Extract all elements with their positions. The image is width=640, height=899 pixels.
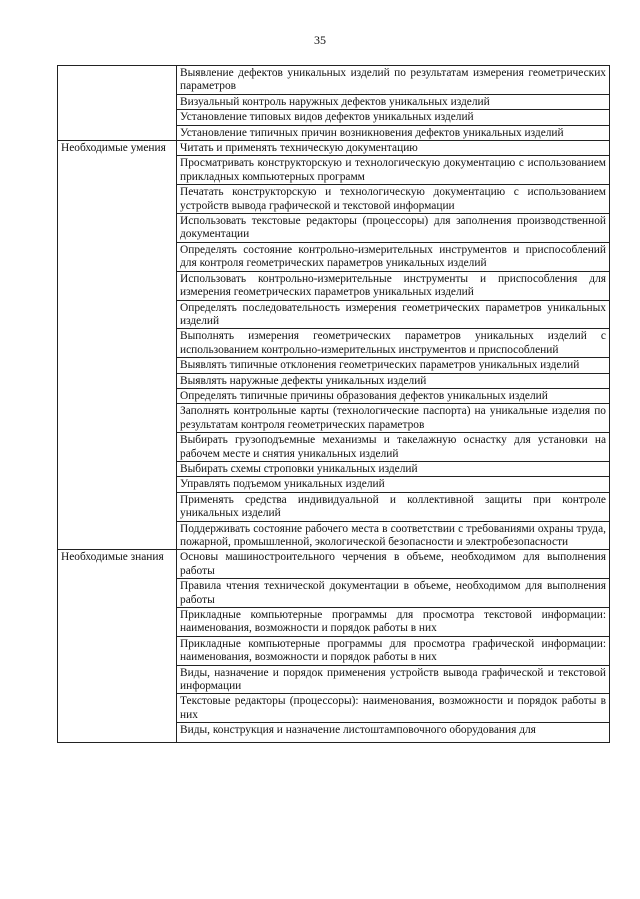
requirement-item: Виды, назначение и порядок применения устройств вывода графической и текстовой информации	[177, 665, 610, 694]
requirement-item: Прикладные компьютерные программы для просмотра текстовой информации: наименования, возможности и порядок работы в них	[177, 608, 610, 637]
competency-table	[57, 65, 610, 743]
requirement-item: Читать и применять техническую документацию	[177, 141, 610, 156]
requirement-item: Определять последовательность измерения геометрических параметров уникальных изделий	[177, 300, 610, 329]
table-row	[58, 141, 610, 156]
requirement-item: Основы машиностроительного черчения в объеме, необходимом для выполнения работы	[177, 550, 610, 579]
requirement-item: Установление типичных причин возникновения дефектов уникальных изделий	[177, 125, 610, 140]
competency-table-body	[58, 66, 610, 743]
requirement-item: Правила чтения технической документации в объеме, необходимом для выполнения работы	[177, 579, 610, 608]
requirement-item: Поддерживать состояние рабочего места в соответствии с требованиями охраны труда, пожарной, промышленной, экологической безопасности и электробезопасности	[177, 521, 610, 550]
requirement-item: Выявлять наружные дефекты уникальных изделий	[177, 373, 610, 388]
category-label: Необходимые знания	[58, 550, 177, 743]
page-number: 35	[314, 33, 326, 47]
requirement-item: Печатать конструкторскую и технологическую документацию с использованием устройств вывода графической и текстовой информации	[177, 185, 610, 214]
requirement-item: Заполнять контрольные карты (технологические паспорта) на уникальные изделия по результатам контроля геометрических параметров	[177, 404, 610, 433]
requirement-item: Управлять подъемом уникальных изделий	[177, 477, 610, 492]
requirement-item: Определять типичные причины образования дефектов уникальных изделий	[177, 388, 610, 403]
requirement-item: Использовать текстовые редакторы (процессоры) для заполнения производственной документации	[177, 214, 610, 243]
requirement-item: Визуальный контроль наружных дефектов уникальных изделий	[177, 94, 610, 109]
requirement-item: Использовать контрольно-измерительные инструменты и приспособления для измерения геометрических параметров уникальных изделий	[177, 271, 610, 300]
requirement-item: Применять средства индивидуальной и коллективной защиты при контроле уникальных изделий	[177, 492, 610, 521]
requirement-item: Выбирать грузоподъемные механизмы и такелажную оснастку для установки на рабочем месте и снятия уникальных изделий	[177, 433, 610, 462]
category-label: Необходимые умения	[58, 141, 177, 550]
requirement-item: Выполнять измерения геометрических параметров уникальных изделий с использованием контрольно-измерительных инструментов и приспособлений	[177, 329, 610, 358]
requirement-item: Выбирать схемы строповки уникальных изделий	[177, 461, 610, 476]
requirement-item: Просматривать конструкторскую и технологическую документацию с использованием прикладных компьютерных программ	[177, 156, 610, 185]
requirement-item: Текстовые редакторы (процессоры): наименования, возможности и порядок работы в них	[177, 694, 610, 723]
requirement-item: Определять состояние контрольно-измерительных инструментов и приспособлений для контроля геометрических параметров уникальных изделий	[177, 242, 610, 271]
requirement-item	[177, 723, 610, 743]
requirement-item: Установление типовых видов дефектов уникальных изделий	[177, 110, 610, 125]
requirement-item: Прикладные компьютерные программы для просмотра графической информации: наименования, возможности и порядок работы в них	[177, 636, 610, 665]
category-label	[58, 66, 177, 141]
requirement-item-text: Виды, конструкция и назначение листоштамповочного оборудования для	[180, 724, 536, 737]
requirement-item: Выявление дефектов уникальных изделий по результатам измерения геометрических параметров	[177, 66, 610, 95]
table-row	[58, 66, 610, 95]
table-row	[58, 550, 610, 579]
requirement-item: Выявлять типичные отклонения геометрических параметров уникальных изделий	[177, 358, 610, 373]
